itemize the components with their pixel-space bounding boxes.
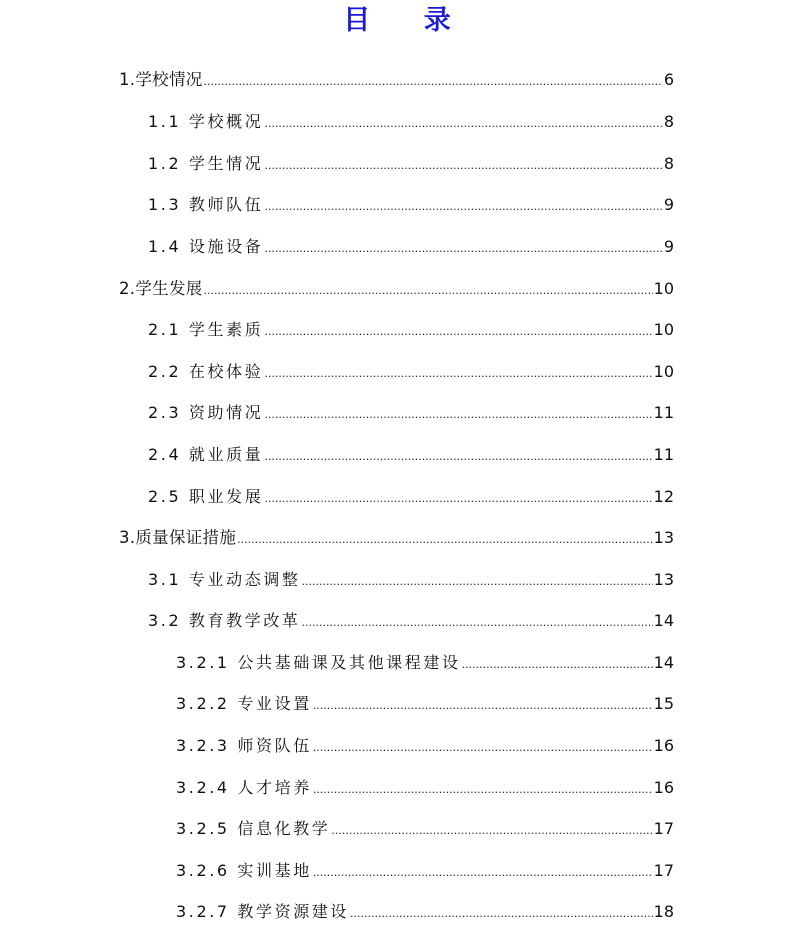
toc-entry-3-2-1[interactable] — [176, 651, 674, 675]
toc-entry-3-2-3[interactable] — [176, 734, 674, 758]
toc-leader-dots — [264, 237, 662, 261]
toc-entry-3[interactable] — [119, 526, 674, 550]
toc-entry-3-1[interactable] — [148, 568, 674, 592]
toc-entry-2[interactable] — [119, 277, 674, 301]
toc-entry-label: 3.2 教育教学改革 — [148, 611, 301, 630]
toc-entry-label: 1.学校情况 — [119, 70, 203, 89]
toc-leader-dots — [264, 362, 652, 386]
toc-entry-3-2[interactable] — [148, 609, 674, 633]
toc-leader-dots — [264, 195, 662, 219]
toc-entry-label: 3.2.4 人才培养 — [176, 778, 312, 797]
toc-entry-label: 3.2.5 信息化教学 — [176, 819, 331, 838]
toc-entry-page: 10 — [653, 320, 674, 339]
toc-leader-dots — [302, 611, 653, 635]
toc-entry-page: 17 — [653, 861, 674, 880]
toc-entry-2-4[interactable] — [148, 443, 674, 467]
toc-leader-dots — [264, 403, 652, 427]
toc-entry-page: 10 — [653, 362, 674, 381]
toc-entry-2-1[interactable] — [148, 318, 674, 342]
toc-leader-dots — [264, 445, 652, 469]
toc-entry-page: 10 — [653, 279, 674, 298]
toc-entry-label: 3.2.2 专业设置 — [176, 694, 312, 713]
toc-entry-3-2-6[interactable] — [176, 859, 674, 883]
toc-entry-label: 3.2.1 公共基础课及其他课程建设 — [176, 653, 461, 672]
toc-entry-page: 17 — [653, 819, 674, 838]
toc-entry-label: 2.1 学生素质 — [148, 320, 264, 339]
toc-entry-page: 13 — [653, 570, 674, 589]
toc-entry-page: 18 — [653, 902, 674, 921]
toc-leader-dots — [313, 778, 653, 802]
toc-leader-dots — [313, 736, 653, 760]
toc-entry-page: 11 — [653, 403, 674, 422]
toc-entry-page: 16 — [653, 778, 674, 797]
toc-entry-label: 3.1 专业动态调整 — [148, 570, 301, 589]
toc-entry-1-4[interactable] — [148, 235, 674, 259]
toc-entry-page: 8 — [663, 154, 674, 173]
toc-entry-label: 2.3 资助情况 — [148, 403, 264, 422]
toc-entry-label: 2.学生发展 — [119, 279, 203, 298]
toc-entry-3-2-4[interactable] — [176, 776, 674, 800]
toc-entry-1-1[interactable] — [148, 110, 674, 134]
toc-entry-label: 2.2 在校体验 — [148, 362, 264, 381]
toc-entry-label: 1.2 学生情况 — [148, 154, 264, 173]
toc-leader-dots — [264, 154, 662, 178]
toc-leader-dots — [264, 320, 652, 344]
toc-entry-page: 14 — [653, 611, 674, 630]
toc-leader-dots — [264, 487, 652, 511]
toc-entry-1-2[interactable] — [148, 152, 674, 176]
toc-leader-dots — [264, 112, 662, 136]
toc-entry-3-2-7[interactable] — [176, 900, 674, 924]
toc-leader-dots — [313, 861, 653, 885]
toc-entry-2-2[interactable] — [148, 360, 674, 384]
toc-entry-label: 3.质量保证措施 — [119, 528, 237, 547]
toc-leader-dots — [302, 570, 653, 594]
toc-leader-dots — [237, 528, 652, 552]
toc-entry-3-2-5[interactable] — [176, 817, 674, 841]
toc-entry-1[interactable] — [119, 68, 674, 92]
page-title: 目 录 — [343, 5, 473, 36]
toc-entry-label: 1.1 学校概况 — [148, 112, 264, 131]
toc-entry-label: 2.5 职业发展 — [148, 487, 264, 506]
toc-leader-dots — [350, 902, 653, 926]
toc-entry-2-5[interactable] — [148, 485, 674, 509]
toc-entry-label: 3.2.7 教学资源建设 — [176, 902, 349, 921]
toc-leader-dots — [204, 70, 663, 94]
toc-entry-page: 16 — [653, 736, 674, 755]
toc-entry-label: 1.4 设施设备 — [148, 237, 264, 256]
toc-entry-page: 12 — [653, 487, 674, 506]
toc-entry-page: 14 — [653, 653, 674, 672]
toc-entry-label: 3.2.6 实训基地 — [176, 861, 312, 880]
toc-leader-dots — [462, 653, 653, 677]
toc-entry-label: 3.2.3 师资队伍 — [176, 736, 312, 755]
toc-entry-page: 8 — [663, 112, 674, 131]
toc-entry-label: 2.4 就业质量 — [148, 445, 264, 464]
toc-leader-dots — [313, 694, 653, 718]
toc-entry-page: 6 — [663, 70, 674, 89]
toc-entry-3-2-2[interactable] — [176, 692, 674, 716]
toc-entry-2-3[interactable] — [148, 401, 674, 425]
toc-entry-label: 1.3 教师队伍 — [148, 195, 264, 214]
toc-entry-page: 11 — [653, 445, 674, 464]
toc-entry-page: 9 — [663, 195, 674, 214]
toc-entry-page: 13 — [653, 528, 674, 547]
toc-leader-dots — [204, 279, 653, 303]
toc-entry-1-3[interactable] — [148, 193, 674, 217]
toc-entry-page: 15 — [653, 694, 674, 713]
toc-entry-page: 9 — [663, 237, 674, 256]
toc-leader-dots — [331, 819, 652, 843]
